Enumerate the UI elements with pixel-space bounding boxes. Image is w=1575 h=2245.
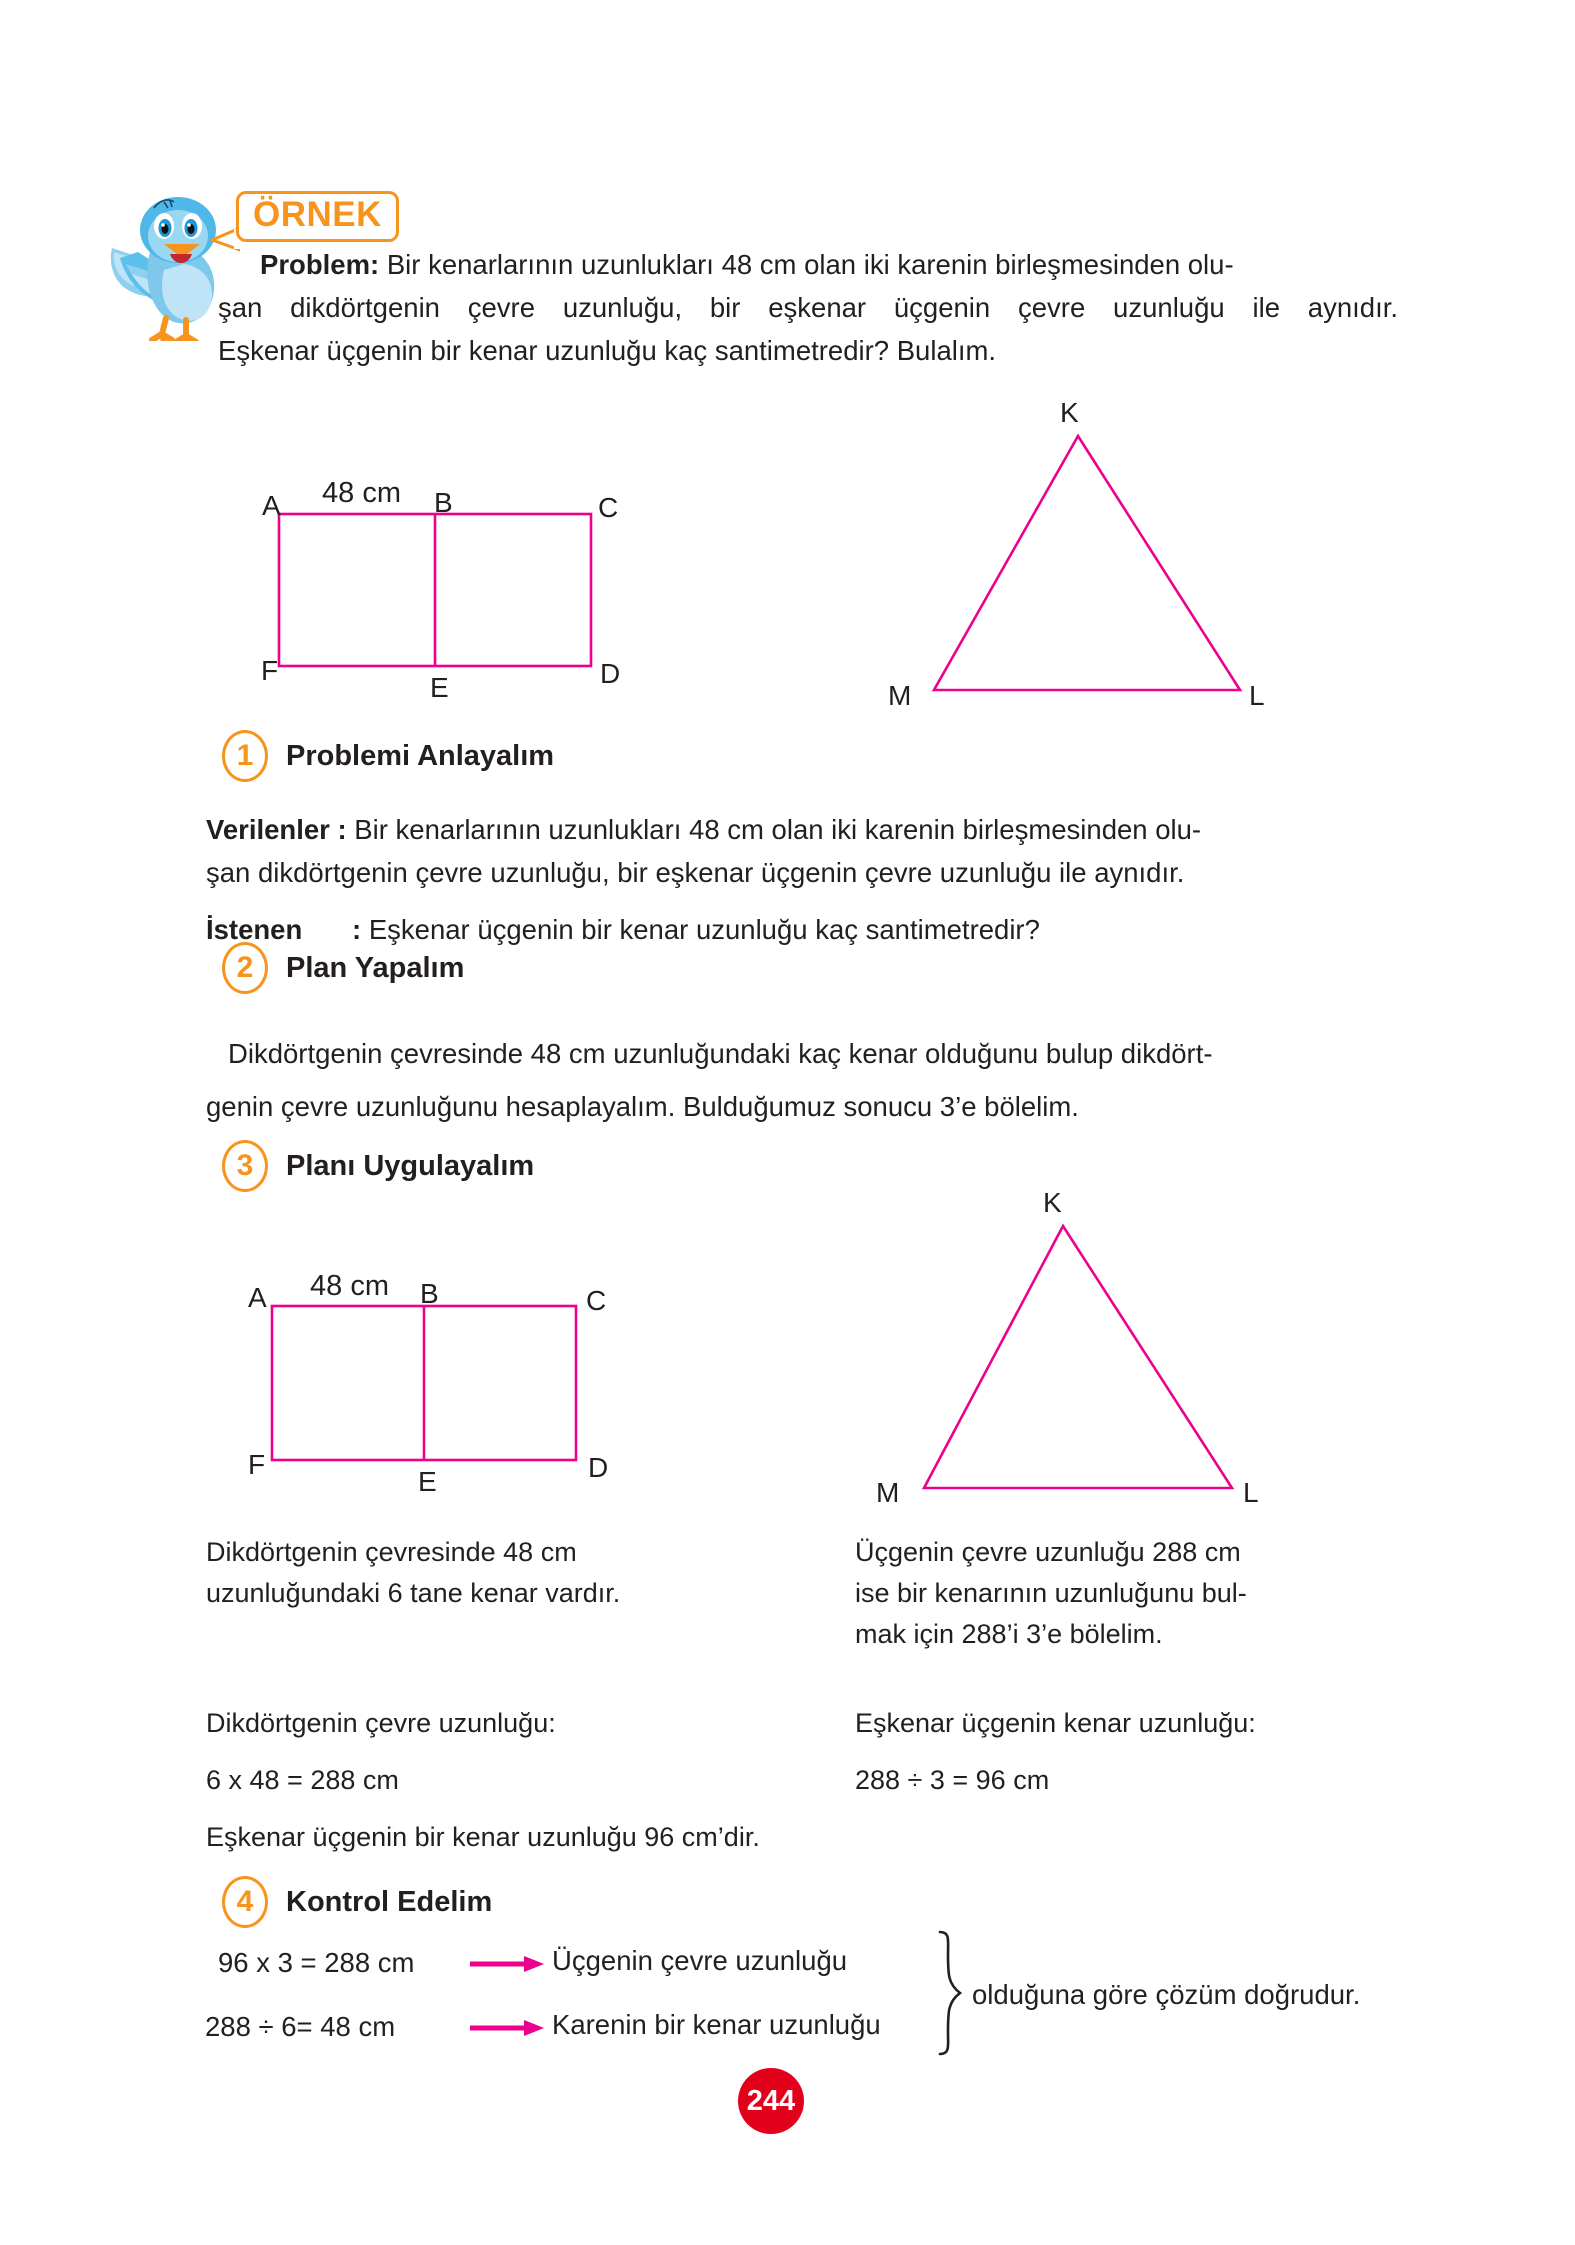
figure2-triangle [920, 1222, 1250, 1492]
step3-right-note-line3: mak için 288’i 3’e bölelim. [855, 1619, 1163, 1649]
figure2-rectangle [268, 1302, 588, 1464]
figure2-label-M: M [876, 1477, 900, 1508]
figure2-label-D: D [588, 1452, 609, 1483]
step4-row2-arrow-icon [468, 2016, 546, 2040]
problem-text-1: Bir kenarlarının uzunlukları 48 cm olan iki karenin birleşmesinden olu- [386, 249, 1234, 280]
step3-left-note-line2: uzunluğundaki 6 tane kenar vardır. [206, 1578, 621, 1608]
figure1-label-L: L [1249, 680, 1265, 711]
plan-line-2: genin çevre uzunluğunu hesaplayalım. Bulduğumuz sonucu 3’e bölelim. [206, 1091, 1079, 1122]
step4-row2-calc: 288 ÷ 6= 48 cm [205, 2011, 396, 2042]
figure2-label-C: C [586, 1285, 607, 1316]
problem-label: Problem: [260, 249, 380, 280]
problem-text-2: şan dikdörtgenin çevre uzunluğu, bir eşkenar üçgenin çevre uzunluğu ile aynıdır. [218, 292, 1398, 323]
plan-line-1 [206, 1032, 1398, 1075]
step-1-number: 1 [222, 730, 268, 782]
step-2-number: 2 [222, 942, 268, 994]
figure1-label-D: D [600, 658, 621, 689]
figure2-label-A: A [248, 1282, 267, 1313]
figure1-label-C: C [598, 492, 619, 523]
example-badge: ÖRNEK [236, 191, 399, 242]
verilenler-line-1 [206, 808, 1398, 851]
figure2-label-L: L [1243, 1477, 1259, 1508]
step3-right-note [855, 1532, 1395, 1655]
step4-row1-arrow-icon [468, 1952, 546, 1976]
figure1-label-E: E [430, 672, 449, 703]
verilenler-text-1: Bir kenarlarının uzunlukları 48 cm olan iki karenin birleşmesinden olu- [354, 814, 1202, 845]
step4-row1-text: Üçgenin çevre uzunluğu [552, 1945, 848, 1976]
step-3 [222, 1140, 534, 1192]
step3-left-calc-label: Dikdörtgenin çevre uzunluğu: [206, 1708, 556, 1738]
problem-line-3: Eşkenar üçgenin bir kenar uzunluğu kaç santimetredir? Bulalım. [218, 335, 997, 366]
plan-text-1: Dikdörtgenin çevresinde 48 cm uzunluğundaki kaç kenar olduğunu bulup dikdört- [228, 1038, 1213, 1069]
figure1-label-A: A [262, 490, 281, 521]
step4-row1-calc: 96 x 3 = 288 cm [218, 1947, 415, 1978]
figure1-triangle [930, 432, 1260, 694]
step-1-title: Problemi Anlayalım [286, 739, 555, 772]
step3-left-note [206, 1532, 726, 1614]
figure1-label-F: F [261, 655, 279, 686]
bird-mascot-icon [108, 186, 228, 341]
figure1-label-B: B [434, 487, 453, 518]
istenen-label: İstenen [206, 914, 303, 945]
istenen-colon: : [352, 914, 362, 945]
figure2-label-K: K [1043, 1187, 1062, 1218]
step3-right-note-line2: ise bir kenarının uzunluğunu bul- [855, 1578, 1247, 1608]
step-2 [222, 942, 464, 994]
step4-row2-text: Karenin bir kenar uzunluğu [552, 2009, 881, 2040]
verilenler-label: Verilenler : [206, 814, 347, 845]
step3-left-note-line1: Dikdörtgenin çevresinde 48 cm [206, 1537, 577, 1567]
figure2-label-F: F [248, 1449, 266, 1480]
step3-conclusion: Eşkenar üçgenin bir kenar uzunluğu 96 cm’dir. [206, 1822, 760, 1852]
figure2-label-B: B [420, 1278, 439, 1309]
step3-right-calc-label: Eşkenar üçgenin kenar uzunluğu: [855, 1708, 1256, 1738]
step3-left-calc: 6 x 48 = 288 cm [206, 1765, 399, 1795]
page-number: 244 [738, 2068, 804, 2134]
problem-line-1 [218, 243, 1398, 286]
figure1-dimension-48cm: 48 cm [322, 477, 401, 509]
step-4-title: Kontrol Edelim [286, 1885, 493, 1918]
step4-brace-icon [936, 1930, 970, 2056]
step-4 [222, 1876, 492, 1928]
step-3-number: 3 [222, 1140, 268, 1192]
step4-conclusion: olduğuna göre çözüm doğrudur. [972, 1979, 1361, 2010]
figure2-label-E: E [418, 1466, 437, 1497]
verilenler-line-2: şan dikdörtgenin çevre uzunluğu, bir eşkenar üçgenin çevre uzunluğu ile aynıdır. [206, 857, 1185, 888]
istenen-text: Eşkenar üçgenin bir kenar uzunluğu kaç santimetredir? [368, 914, 1040, 945]
step3-right-calc: 288 ÷ 3 = 96 cm [855, 1765, 1050, 1795]
step3-right-note-line1: Üçgenin çevre uzunluğu 288 cm [855, 1537, 1241, 1567]
step-3-title: Planı Uygulayalım [286, 1149, 535, 1182]
figure1-label-M: M [888, 680, 912, 711]
step-2-title: Plan Yapalım [286, 951, 465, 984]
step-4-number: 4 [222, 1876, 268, 1928]
step-1 [222, 730, 554, 782]
figure2-dimension-48cm: 48 cm [310, 1270, 389, 1302]
figure1-label-K: K [1060, 397, 1079, 428]
figure1-rectangle [275, 510, 605, 670]
